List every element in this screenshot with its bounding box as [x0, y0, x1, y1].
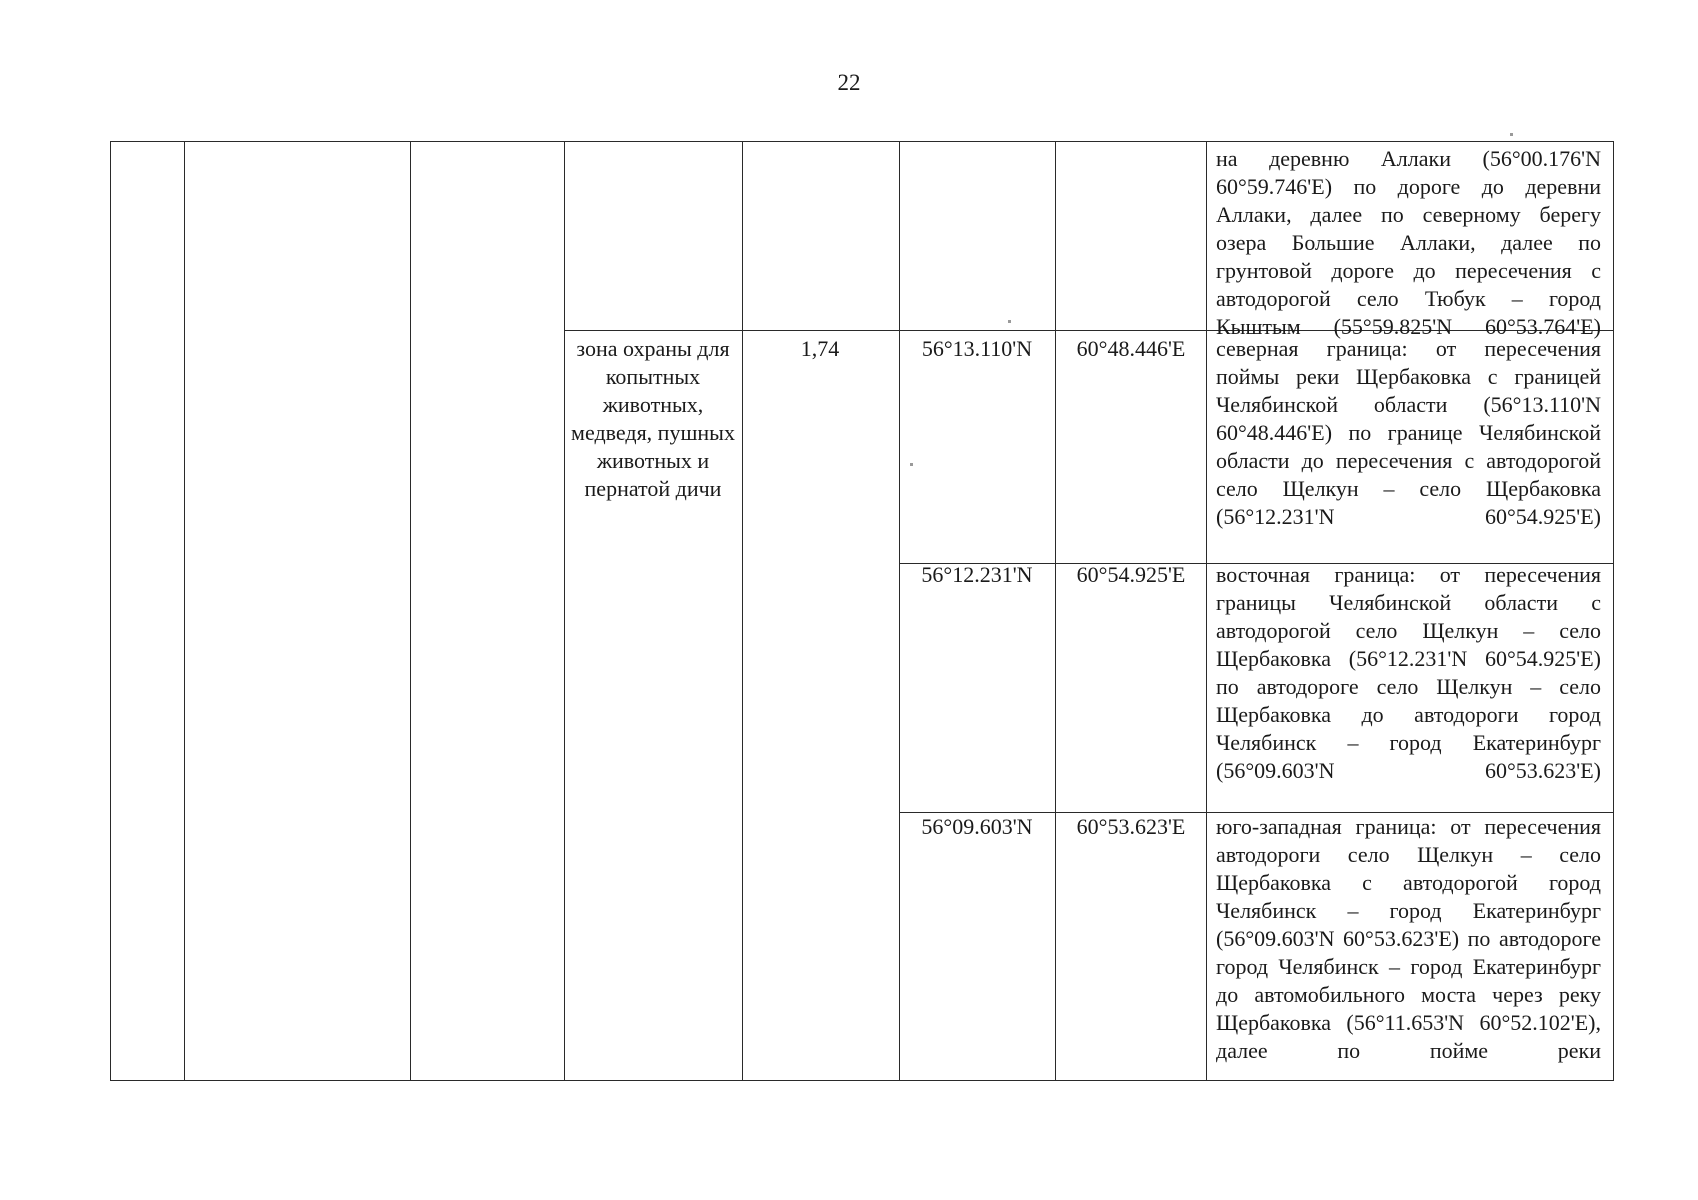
column-divider — [564, 141, 565, 1081]
scan-speck — [910, 463, 913, 466]
boundary-description: северная граница: от пересечения поймы реки Щербаковка с границей Челябинской области (56°13.110'N 60°48.446'E) по границе Челябинской области до пересечения с автодорогой село Щелкун – село Щербаковка (56°12.231'N 60°54.925'E) — [1216, 336, 1601, 529]
longitude-value: 60°48.446'E — [1076, 336, 1186, 361]
column-divider — [184, 141, 185, 1081]
latitude-value: 56°09.603'N — [921, 814, 1033, 839]
latitude-value: 56°13.110'N — [921, 336, 1033, 361]
scan-speck — [1008, 320, 1011, 323]
page-number: 22 — [837, 70, 861, 95]
boundary-description: на деревню Аллаки (56°00.176'N 60°59.746'E) по дороге до деревни Аллаки, далее по северному берегу озера Большие Аллаки, далее по грунтовой дороге до пересечения с автодорогой село Тюбук – город Кыштым (55°59.825'N 60°53.764'E) — [1216, 146, 1601, 339]
zone-area: 1,74 — [800, 336, 840, 361]
column-divider — [1055, 141, 1056, 1081]
longitude-value: 60°54.925'E — [1076, 562, 1186, 587]
column-divider — [742, 141, 743, 1081]
column-divider — [1206, 141, 1207, 1081]
boundary-description: юго-западная граница: от пересечения автодороги село Щелкун – село Щербаковка с автодорогой город Челябинск – город Екатеринбург (56°09.603'N 60°53.623'E) по автодороге город Челябинск – город Екатеринбург до автомобильного моста через реку Щербаковка (56°11.653'N 60°52.102'E), далее по пойме реки — [1216, 814, 1601, 1063]
column-divider — [899, 141, 900, 1081]
zone-name: зона охраны для копытных животных, медведя, пушных животных и пернатой дичи — [571, 336, 735, 501]
boundary-description: восточная граница: от пересечения границы Челябинской области с автодорогой село Щелкун – село Щербаковка (56°12.231'N 60°54.925'E) по автодороге село Щелкун – село Щербаковка до автодороги город Челябинск – город Екатеринбург (56°09.603'N 60°53.623'E) — [1216, 562, 1601, 783]
latitude-value: 56°12.231'N — [921, 562, 1033, 587]
column-divider — [410, 141, 411, 1081]
scan-speck — [1510, 133, 1513, 136]
longitude-value: 60°53.623'E — [1076, 814, 1186, 839]
